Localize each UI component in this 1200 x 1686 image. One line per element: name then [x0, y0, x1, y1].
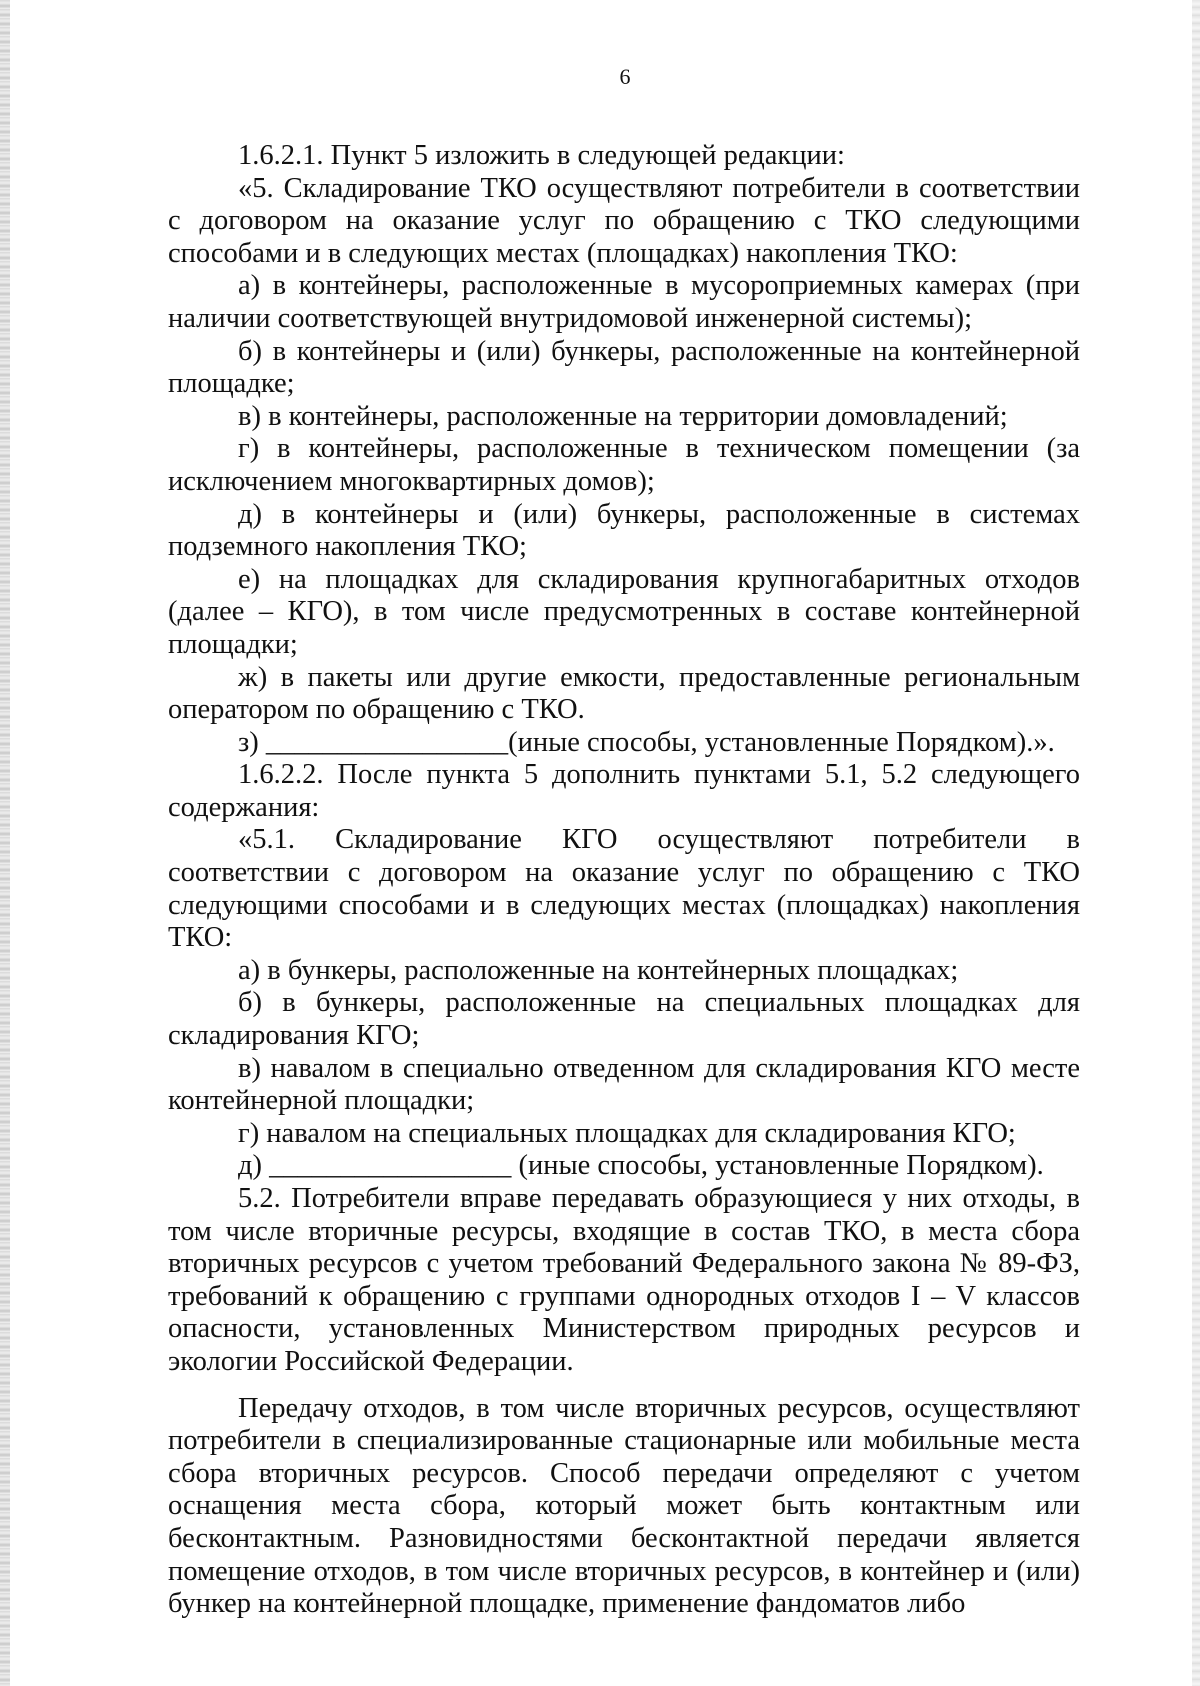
paragraph-item-5-1-d: д) _________________ (иные способы, установленные Порядком). [238, 1150, 1044, 1182]
paragraph-1-6-2-1: 1.6.2.1. Пункт 5 изложить в следующей редакции: [238, 140, 845, 171]
paragraph-item-5-1: «5.1. Складирование КГО осуществляют потребители в соответствии с договором на оказание услуг по обращению с ТКО следующими способами и в следующих местах (площадках) накопления ТКО: [168, 824, 1080, 954]
paragraph-item-5-d: д) в контейнеры и (или) бункеры, расположенные в системах подземного накопления ТКО; [168, 498, 1080, 563]
paragraph-item-5-z: з) _________________(иные способы, установленные Порядком).». [238, 726, 1055, 758]
paragraph-item-5-v: в) в контейнеры, расположенные на территории домовладений; [238, 400, 1008, 432]
paragraph-item-5-g: г) в контейнеры, расположенные в техническом помещении (за исключением многоквартирных домов); [168, 433, 1080, 497]
paragraph-item-5-1-g: г) навалом на специальных площадках для складирования КГО; [238, 1117, 1016, 1149]
scan-edge-right [1192, 0, 1200, 1686]
paragraph-item-5-1-a: а) в бункеры, расположенные на контейнерных площадках; [238, 954, 959, 986]
paragraph-item-5-zh: ж) в пакеты или другие емкости, предоставленные региональным оператором по обращению с ТКО. [168, 661, 1080, 726]
page-number: 6 [619, 64, 631, 89]
paragraph-item-5-a: а) в контейнеры, расположенные в мусороприемных камерах (при наличии соответствующей внутридомовой инженерной системы); [168, 270, 1080, 334]
paragraph-item-5: «5. Складирование ТКО осуществляют потребители в соответствии с договором на оказание услуг по обращению с ТКО следующими способами и в следующих местах (площадках) накопления ТКО: [168, 172, 1080, 269]
paragraph-1-6-2-2: 1.6.2.2. После пункта 5 дополнить пунктами 5.1, 5.2 следующего содержания: [168, 759, 1080, 823]
scan-edge-left [0, 0, 10, 1686]
document-body [168, 140, 1080, 1621]
paragraph-item-5-1-b: б) в бункеры, расположенные на специальных площадках для складирования КГО; [168, 987, 1080, 1052]
paragraph-item-5-e: е) на площадках для складирования крупногабаритных отходов (далее – КГО), в том числе предусмотренных в составе контейнерной площадки; [168, 563, 1080, 660]
paragraph-item-5-2: 5.2. Потребители вправе передавать образующиеся у них отходы, в том числе вторичные ресурсы, входящие в состав ТКО, в места сбора вторичных ресурсов с учетом требований Федерального закона № 89-ФЗ, требований к обращению с группами однородных отходов I – V классов опасности, установленных Министерством природных ресурсов и экологии Российской Федерации. [168, 1183, 1080, 1377]
paragraph-item-5-1-v: в) навалом в специально отведенном для складирования КГО месте контейнерной площадки; [168, 1052, 1080, 1117]
paragraph-item-5-b: б) в контейнеры и (или) бункеры, расположенные на контейнерной площадке; [168, 335, 1080, 400]
paragraph-transfer-of-waste: Передачу отходов, в том числе вторичных ресурсов, осуществляют потребители в специализированные стационарные или мобильные места сбора вторичных ресурсов. Способ передачи определяют с учетом оснащения места сбора, который может быть контактным или бесконтактным. Разновидностями бесконтактной передачи является помещение отходов, в том числе вторичных ресурсов, в контейнер и (или) бункер на контейнерной площадке, применение фандоматов либо [168, 1392, 1080, 1620]
